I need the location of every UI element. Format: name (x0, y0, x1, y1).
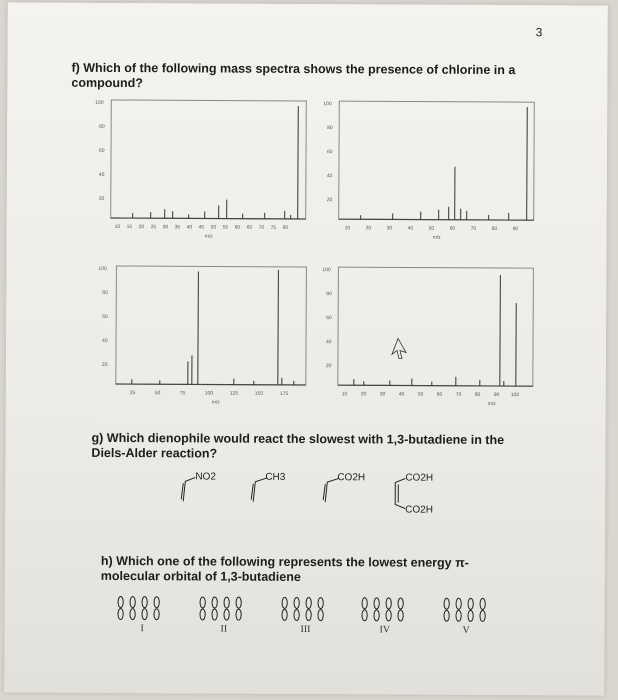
spec1-xtick: 20 (138, 224, 145, 231)
spec2-ytick: 80 (327, 125, 333, 132)
spec1-xtick: 60 (234, 224, 241, 231)
spec1-xtick: 40 (186, 224, 193, 231)
spec1-ytick: 20 (98, 195, 105, 202)
question-g-text: Which dienophile would react the slowest with 1,3-butadiene in the Diels-Alder reaction? (91, 430, 505, 461)
spec3-ytick: 40 (102, 337, 108, 344)
spec2-ytick: 40 (326, 173, 333, 180)
spec4-ytick: 80 (326, 291, 332, 298)
orbital-diagram-row (113, 595, 513, 630)
mass-spectrum-3 (94, 261, 315, 417)
spec4-xtick: 50 (417, 391, 424, 398)
orbital-option-iv (362, 598, 403, 621)
question-f-label: f) (71, 60, 80, 75)
question-f (71, 61, 541, 93)
spec4-xtick: 40 (398, 391, 405, 398)
spec3-peaks (132, 269, 295, 385)
spec2-xtick: 60 (449, 225, 456, 232)
spec2-ytick: 60 (327, 149, 333, 156)
spec1-xtick: 75 (270, 224, 277, 231)
carboxyl-group-label: CO2H (337, 472, 366, 484)
spec4-ytick: 100 (322, 267, 331, 274)
spec4-xtick: 20 (360, 391, 367, 398)
page-number: 3 (535, 25, 543, 40)
spec3-xtick: 125 (229, 390, 239, 397)
carboxyl-group-label-bottom: CO2H (405, 504, 433, 516)
spec2-xtick: 30 (386, 225, 393, 232)
spec1-xtick: 65 (246, 224, 253, 231)
spec4-peaks (354, 274, 517, 386)
spec3-xlabel: m/z (211, 399, 220, 406)
spec2-peaks (361, 106, 528, 220)
methyl-group-label: CH3 (265, 471, 286, 483)
spec2-xtick: 40 (407, 225, 414, 232)
orbital-option-ii (200, 597, 241, 620)
orbital-option-iii (282, 597, 323, 620)
orbital-option-v (444, 598, 485, 621)
spec4-xtick: 90 (493, 391, 500, 399)
spec4-xtick: 30 (379, 391, 386, 398)
spec1-xtick: 50 (210, 224, 217, 231)
spec3-xtick: 50 (154, 390, 161, 397)
orbital-option-i (118, 597, 159, 620)
spec1-xtick: 55 (222, 224, 229, 231)
mass-spectrum-4 (320, 262, 541, 418)
spec1-xtick: 80 (282, 224, 289, 231)
spec4-xlabel: m/z (487, 400, 496, 407)
spec3-xtick: 25 (129, 390, 136, 397)
spec3-ytick: 60 (102, 313, 108, 320)
spec2-xlabel: m/z (432, 234, 441, 241)
nitro-group-label: NO2 (195, 471, 216, 483)
carboxyl-group-label-top: CO2H (405, 472, 434, 484)
spec2-xtick: 70 (470, 225, 477, 232)
spec2-xtick: 50 (428, 225, 435, 232)
spec4-xtick: 80 (474, 391, 481, 398)
question-g (91, 431, 511, 463)
spec1-xtick: 15 (126, 224, 133, 231)
spec1-ytick: 40 (98, 171, 105, 178)
spec1-ytick: 80 (99, 123, 105, 130)
orbital-label-iii: III (300, 623, 311, 636)
spec2-xtick: 80 (491, 225, 498, 232)
dienophile-nitroethene (175, 469, 245, 514)
spec1-xtick: 10 (114, 223, 121, 231)
orbital-label-v: V (462, 624, 470, 636)
spec1-peaks (133, 105, 299, 219)
question-h-label: h) (100, 553, 113, 568)
orbital-label-iv: IV (379, 624, 391, 636)
spec3-xtick: 100 (204, 390, 214, 397)
spec3-ytick: 80 (102, 289, 108, 296)
orbital-label-i: I (140, 623, 144, 635)
spec4-xtick: 100 (510, 392, 520, 399)
spec3-ytick: 100 (98, 265, 107, 272)
spec1-xtick: 35 (174, 224, 181, 231)
spec1-xlabel: m/z (204, 233, 213, 240)
spec4-ytick: 20 (325, 363, 332, 370)
spec2-xtick: 10 (344, 225, 351, 232)
mass-spectrum-1 (93, 95, 314, 251)
spec2-xtick: 20 (365, 225, 372, 232)
worksheet-page (4, 2, 608, 695)
dienophile-maleic-acid (385, 470, 465, 527)
spec4-xtick: 60 (436, 391, 443, 398)
spec3-xtick: 75 (179, 390, 186, 397)
spec2-ytick: 20 (326, 197, 333, 204)
spec3-xtick: 150 (254, 390, 264, 397)
question-h-text: Which one of the following represents the lowest energy π-molecular orbital of 1,3-butadiene (100, 554, 469, 584)
spec4-ytick: 40 (326, 339, 332, 346)
spec4-ytick: 60 (326, 315, 332, 322)
spec3-xtick: 175 (279, 390, 289, 397)
mass-spectrum-2 (321, 96, 542, 252)
spec1-xtick: 70 (258, 224, 265, 231)
spec4-xtick: 70 (455, 391, 462, 398)
orbital-label-ii: II (220, 623, 228, 635)
question-f-text: Which of the following mass spectra shows the presence of chlorine in a compound? (71, 60, 516, 91)
spec1-ytick: 100 (95, 99, 104, 106)
spec1-xtick: 25 (150, 224, 157, 231)
spec2-xtick: 90 (512, 226, 519, 233)
spec2-ytick: 100 (323, 101, 332, 108)
mouse-cursor-icon (392, 338, 406, 358)
spec1-ytick: 60 (99, 147, 105, 154)
question-h (101, 554, 521, 586)
dienophile-propene (245, 470, 315, 515)
question-g-label: g) (91, 430, 104, 445)
spec1-xtick: 30 (162, 224, 169, 231)
spec3-ytick: 20 (101, 361, 108, 368)
spec4-xtick: 10 (341, 391, 348, 398)
spec1-xtick: 45 (198, 224, 205, 231)
dienophile-acrylic-acid (317, 470, 392, 515)
